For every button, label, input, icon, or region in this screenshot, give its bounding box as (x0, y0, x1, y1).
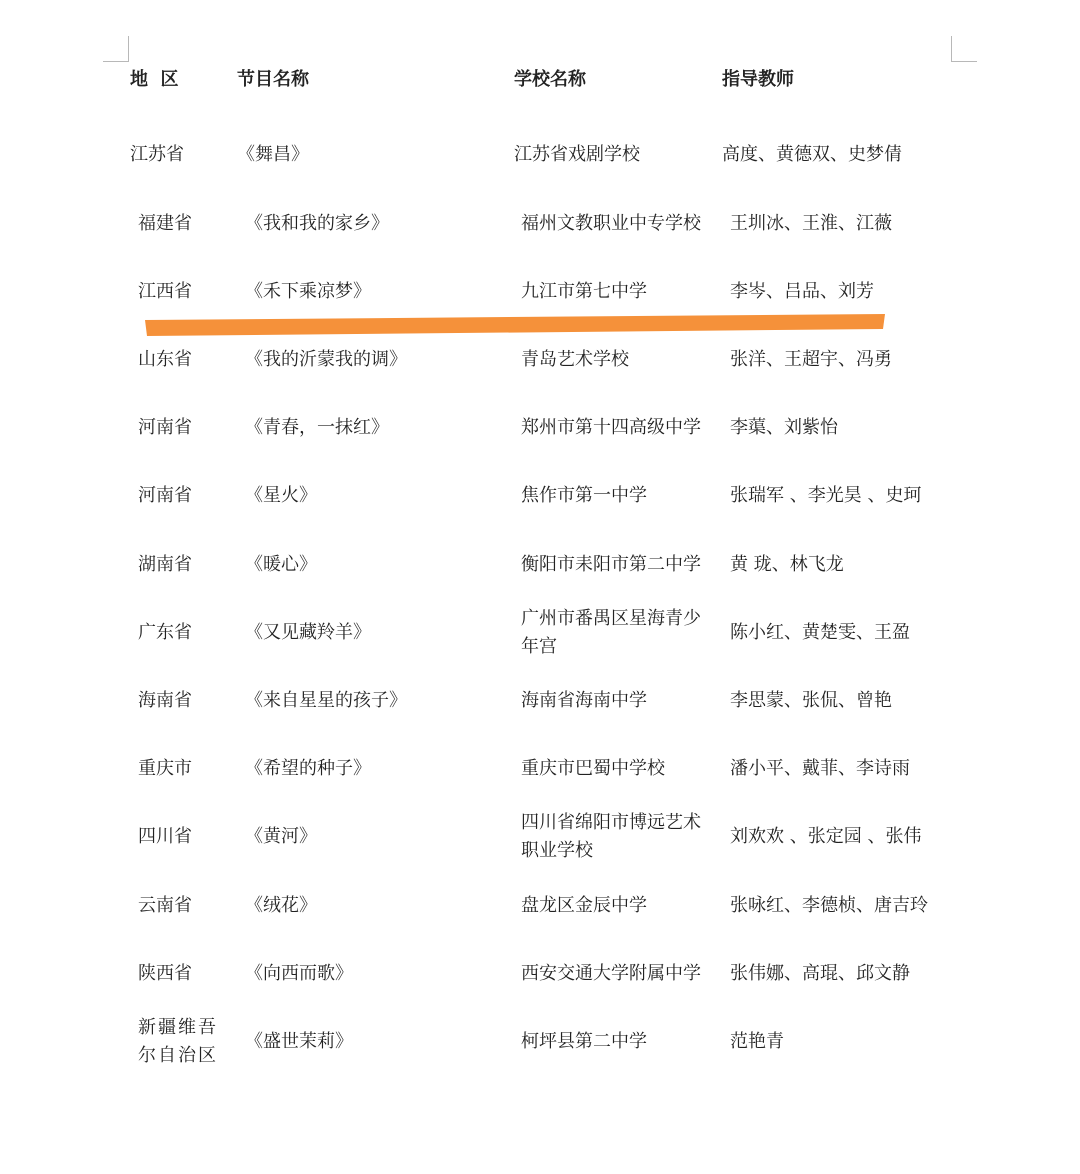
table-row-region: 广东省 (138, 622, 192, 643)
table-row-program: 《暖心》 (245, 554, 317, 575)
table-row-region: 重庆市 (138, 758, 192, 779)
table-row-region: 江西省 (138, 281, 192, 302)
table-row-region: 湖南省 (138, 554, 192, 575)
table-row-teachers: 李思蒙、张侃、曾艳 (730, 690, 892, 711)
table-row-school: 广州市番禺区星海青少年宫 (521, 608, 701, 657)
table-row-school: 江苏省戏剧学校 (514, 144, 640, 165)
table-row-teachers: 黄 珑、林飞龙 (730, 554, 844, 575)
table-row-school: 衡阳市耒阳市第二中学 (521, 554, 701, 575)
table-row-program: 《来自星星的孩子》 (245, 690, 407, 711)
table-row-region: 海南省 (138, 690, 192, 711)
orange-marker-line (145, 314, 885, 336)
table-row-region: 河南省 (138, 417, 192, 438)
table-row-school: 郑州市第十四高级中学 (521, 417, 701, 438)
table-row-teachers: 张伟娜、高琨、邱文静 (730, 963, 910, 984)
header-school: 学校名称 (514, 69, 586, 90)
table-row-region: 云南省 (138, 895, 192, 916)
table-row-program: 《星火》 (245, 485, 317, 506)
table-row-region: 四川省 (138, 826, 192, 847)
header-teachers: 指导教师 (722, 69, 794, 90)
table-row-teachers: 李岑、吕品、刘芳 (730, 281, 874, 302)
table-row-teachers: 张洋、王超宇、冯勇 (730, 349, 892, 370)
table-row-program: 《向西而歌》 (245, 963, 353, 984)
table-row-school: 重庆市巴蜀中学校 (521, 758, 665, 779)
table-row-teachers: 张咏红、李德桢、唐吉玲 (730, 895, 928, 916)
table-row-teachers: 张瑞军 、李光昊 、史珂 (730, 485, 922, 506)
table-row-region: 江苏省 (130, 144, 184, 165)
table-row-region: 山东省 (138, 349, 192, 370)
table-row-school: 九江市第七中学 (521, 281, 647, 302)
table-row-school: 西安交通大学附属中学 (521, 963, 701, 984)
table-row-program: 《我的沂蒙我的调》 (245, 349, 407, 370)
table-row-region: 福建省 (138, 213, 192, 234)
table-row-school: 青岛艺术学校 (521, 349, 629, 370)
header-region: 地 区 (130, 69, 179, 90)
header-program: 节目名称 (237, 69, 309, 90)
table-row-program: 《盛世茉莉》 (245, 1031, 353, 1052)
table-row-teachers: 刘欢欢 、张定园 、张伟 (730, 826, 922, 847)
table-row-teachers: 潘小平、戴菲、李诗雨 (730, 758, 910, 779)
table-row-program: 《黄河》 (245, 826, 317, 847)
table-row-school: 盘龙区金辰中学 (521, 895, 647, 916)
table-row-region: 陕西省 (138, 963, 192, 984)
table-row-school: 四川省绵阳市博远艺术职业学校 (521, 812, 701, 861)
table-row-program: 《希望的种子》 (245, 758, 371, 779)
table-row-school: 焦作市第一中学 (521, 485, 647, 506)
table-row-teachers: 陈小红、黄楚雯、王盈 (730, 622, 910, 643)
table-row-region: 新疆维吾尔自治区 (138, 1017, 218, 1066)
table-row-program: 《舞昌》 (237, 144, 309, 165)
table-row-teachers: 高度、黄德双、史梦倩 (722, 144, 902, 165)
table-row-school: 福州文教职业中专学校 (521, 213, 701, 234)
table-row-program: 《我和我的家乡》 (245, 213, 389, 234)
table-row-teachers: 王圳冰、王淮、江薇 (730, 213, 892, 234)
table-row-school: 海南省海南中学 (521, 690, 647, 711)
table-row-region: 河南省 (138, 485, 192, 506)
table-row-program: 《又见藏羚羊》 (245, 622, 371, 643)
table-row-school: 柯坪县第二中学 (521, 1031, 647, 1052)
table-row-teachers: 李蕖、刘紫怡 (730, 417, 838, 438)
table-row-program: 《绒花》 (245, 895, 317, 916)
table-row-program: 《青春，一抹红》 (245, 417, 389, 438)
table-row-program: 《禾下乘凉梦》 (245, 281, 371, 302)
table-row-teachers: 范艳青 (730, 1031, 784, 1052)
